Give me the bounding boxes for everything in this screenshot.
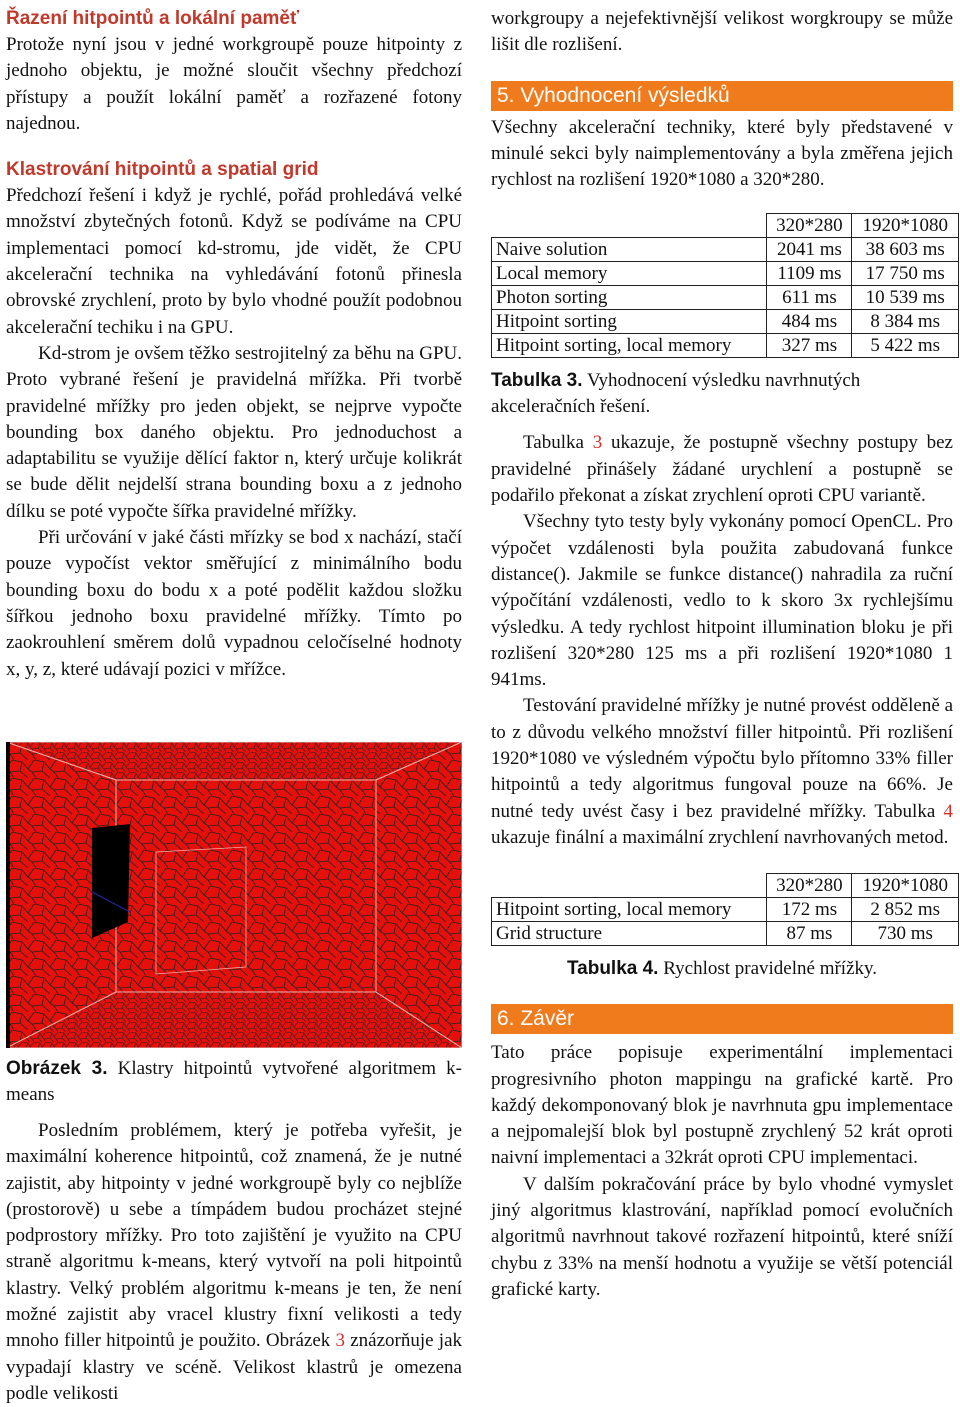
table-cell: Hitpoint sorting, local memory xyxy=(492,334,767,358)
table3-label: Tabulka 3. xyxy=(491,370,583,392)
table-ref-link[interactable]: 3 xyxy=(592,432,603,454)
paragraph-table3-a: Tabulka xyxy=(523,432,584,454)
table-cell: 730 ms xyxy=(852,922,959,946)
paragraph-continued: workgroupy a nejefektivnější velikost worgkroupy se může lišit dle rozlišení. xyxy=(491,8,953,56)
table-cell: 8 384 ms xyxy=(852,310,959,334)
paragraph-cluster-1: Předchozí řešení i když je rychlé, pořád prohledává velké množství zbytečných fotonů. Když se podíváme na CPU implementaci pomocí kd-stromu, jde vidět, že CPU akcelerační technika na vyhledávání fotonů přinesla obrovské zrychlení, proto by bylo vhodné použít podobnou akcelerační techiku i na GPU. xyxy=(6,185,462,338)
paragraph-grid-b: ukazuje finální a maximální zrychlení navrhovaných metod. xyxy=(491,826,949,848)
table-row xyxy=(492,898,959,922)
paragraph-table3-b: ukazuje, že postupně všechny postupy bez pravidelné přinášely žádané urychlení a postupně se podařilo překonat a získat zrychlení oproti CPU variantě. xyxy=(491,432,953,507)
table-cell: Naive solution xyxy=(492,238,767,262)
paragraph-opencl: Všechny tyto testy byly vykonány pomocí OpenCL. Pro výpočet vzdálenosti byla použita zabudovaná funkce distance(). Jakmile se funkce distance() nahradila za ruční výpočítání vzdálenosti, vedlo to k skoro 3x rychlejšímu výsledku. A tedy rychlost hitpoint illumination bloku je při rozlišení 320*280 125 ms a při rozlišení 1920*1080 1 941ms. xyxy=(491,511,953,691)
table-header-row xyxy=(492,214,959,238)
left-column xyxy=(6,0,462,683)
cluster-render-image xyxy=(6,742,462,1048)
paragraph-conclusion-1: Tato práce popisuje experimentální implementaci progresivního photon mappingu na grafické kartě. Pro každý dekomponovaný blok je navrhnuta gpu implementace a nejpomalejší blok byl postupně zrychlený 52 krát oproti naivní implementaci a 32krát oproti CPU implementaci. xyxy=(491,1042,953,1169)
table-header-cell: 1920*1080 xyxy=(852,214,959,238)
paragraph-conclusion-2: V dalším pokračování práce by bylo vhodné vymyslet jiný algoritmus klastrování, například pomocí evolučních algoritmů navrhnout takové rozřazení hitpointů, které sníží chybu z 33% na menší hodnotu a využije se větší potenciál grafické karty. xyxy=(491,1173,953,1300)
table-row xyxy=(492,922,959,946)
table-cell: 5 422 ms xyxy=(852,334,959,358)
paragraph-sorting: Protože nyní jsou v jedné workgroupě pouze hitpointy z jednoho objektu, je možné sloučit všechny předchozí přístupy a použít lokální paměť a rozřazené fotony najednou. xyxy=(6,34,462,134)
table-cell: Hitpoint sorting, local memory xyxy=(492,898,767,922)
table-corner xyxy=(492,874,767,898)
table-row xyxy=(492,310,959,334)
table3-caption-text: Vyhodnocení výsledku navrhnutých akceleračních řešení. xyxy=(491,370,861,418)
paragraph-kmeans-text: Posledním problémem, který je potřeba vyřešit, je maximální koherence hitpointů, což znamená, že je nutné zajistit, aby hitpointy v jedné workgroupě byly co nejblíže (prostorově) u sebe a tímpádem budou procházet stejné podprostory mřížky. Pro toto zajištění je využito na CPU straně algoritmu k-means, který vytvoří na poli hitpointů klastry. Velký problém algoritmu k-means je ten, že není možné zajistit aby vracel klustry fixní velikosti a tedy mnoho filler hitpointů je použito. Obrázek xyxy=(6,1120,462,1352)
table-cell: 87 ms xyxy=(767,922,852,946)
subsection-heading-cluster: Klastrování hitpointů a spatial grid xyxy=(6,159,319,181)
table-header-cell: 320*280 xyxy=(767,214,852,238)
table-header-cell: 1920*1080 xyxy=(852,874,959,898)
table-corner xyxy=(492,214,767,238)
figure-kmeans-clusters xyxy=(6,742,462,1048)
figure-caption-text: Klastry hitpointů vytvořené algoritmem k-means xyxy=(6,1058,463,1105)
paragraph-grid-a: Testování pravidelné mřížky je nutné provést odděleně a to z důvodu velkého množství filler hitpointů. Při rozlišení 1920*1080 ve výsledném výpočtu bylo přítomno 33% filler hitpointů a tedy algoritmus fungoval pouze na 66%. Je nutné tedy uvést časy i bez pravidelné mřížky. Tabulka xyxy=(491,695,953,822)
table-row xyxy=(492,262,959,286)
table-row xyxy=(492,334,959,358)
table4-caption xyxy=(491,956,953,982)
section-heading-conclusion: 6. Závěr xyxy=(491,1004,953,1034)
table-ref-link[interactable]: 4 xyxy=(943,800,953,822)
paragraph-table3 xyxy=(491,430,953,509)
left-column-bottom xyxy=(6,1056,462,1407)
table3-caption xyxy=(491,368,953,420)
paragraph-cluster-2: Kd-strom je ovšem těžko sestrojitelný za běhu na GPU. Proto vybrané řešení je pravidelná mřížka. Při tvorbě pravidelné mřížky pro jeden objekt, se nejprve vypočte bounding box daného objektu. Pro jednoduchost a adaptabilitu se využije dělící faktor n, který určuje kolikrát se bude dělit nejdelší strana bounding boxu a z jednoho dílku se poté vypočte šířka pravidelné mřížky. xyxy=(6,342,462,522)
section-heading-results: 5. Vyhodnocení výsledků xyxy=(491,81,953,111)
table-row xyxy=(492,238,959,262)
paragraph-results: Všechny akcelerační techniky, které byly představené v minulé sekci byly naimplementovány a byla změřena jejich rychlost na rozlišení 1920*1080 a 320*280. xyxy=(491,116,953,191)
table4-caption-text: Rychlost pravidelné mřížky. xyxy=(663,958,878,980)
table-row xyxy=(492,286,959,310)
table-cell: 38 603 ms xyxy=(852,238,959,262)
table-cell: 2 852 ms xyxy=(852,898,959,922)
right-column xyxy=(491,0,953,1303)
table-cell: 172 ms xyxy=(767,898,852,922)
table-cell: Local memory xyxy=(492,262,767,286)
figure-ref-link[interactable]: 3 xyxy=(335,1330,345,1352)
table-grid-speed xyxy=(491,873,959,946)
table4-label: Tabulka 4. xyxy=(566,958,659,980)
figure-caption xyxy=(6,1056,462,1108)
table-cell: 2041 ms xyxy=(767,238,852,262)
paragraph-cluster-3: Při určování v jaké části mřízky se bod x nachází, stačí pouze vypočíst vektor směřující z minimálního bodu bounding boxu do bodu x a poté podělit každou složku šířkou jednoho boxu pravidelné mřížky. Tímto po zaokrouhlení směrem dolů vypadnou celočíselné hodnoty x, y, z, které udávají pozici v mřížce. xyxy=(6,527,462,680)
subsection-heading-sorting: Řazení hitpointů a lokální paměť xyxy=(6,8,300,29)
table-cell: 327 ms xyxy=(767,334,852,358)
table-cell: 611 ms xyxy=(767,286,852,310)
table-cell: 1109 ms xyxy=(767,262,852,286)
table-header-cell: 320*280 xyxy=(767,874,852,898)
figure-label: Obrázek 3. xyxy=(6,1058,108,1079)
paragraph-kmeans xyxy=(6,1118,462,1407)
paragraph-grid xyxy=(491,693,953,851)
table-cell: Hitpoint sorting xyxy=(492,310,767,334)
table-header-row xyxy=(492,874,959,898)
table-results xyxy=(491,213,959,358)
table-cell: Grid structure xyxy=(492,922,767,946)
table-cell: Photon sorting xyxy=(492,286,767,310)
table-cell: 484 ms xyxy=(767,310,852,334)
table-cell: 17 750 ms xyxy=(852,262,959,286)
table-cell: 10 539 ms xyxy=(852,286,959,310)
paragraph-kmeans-end: znázorňuje jak vypadají klastry ve scéně. Velikost klastrů je omezena podle velikosti xyxy=(6,1330,463,1404)
